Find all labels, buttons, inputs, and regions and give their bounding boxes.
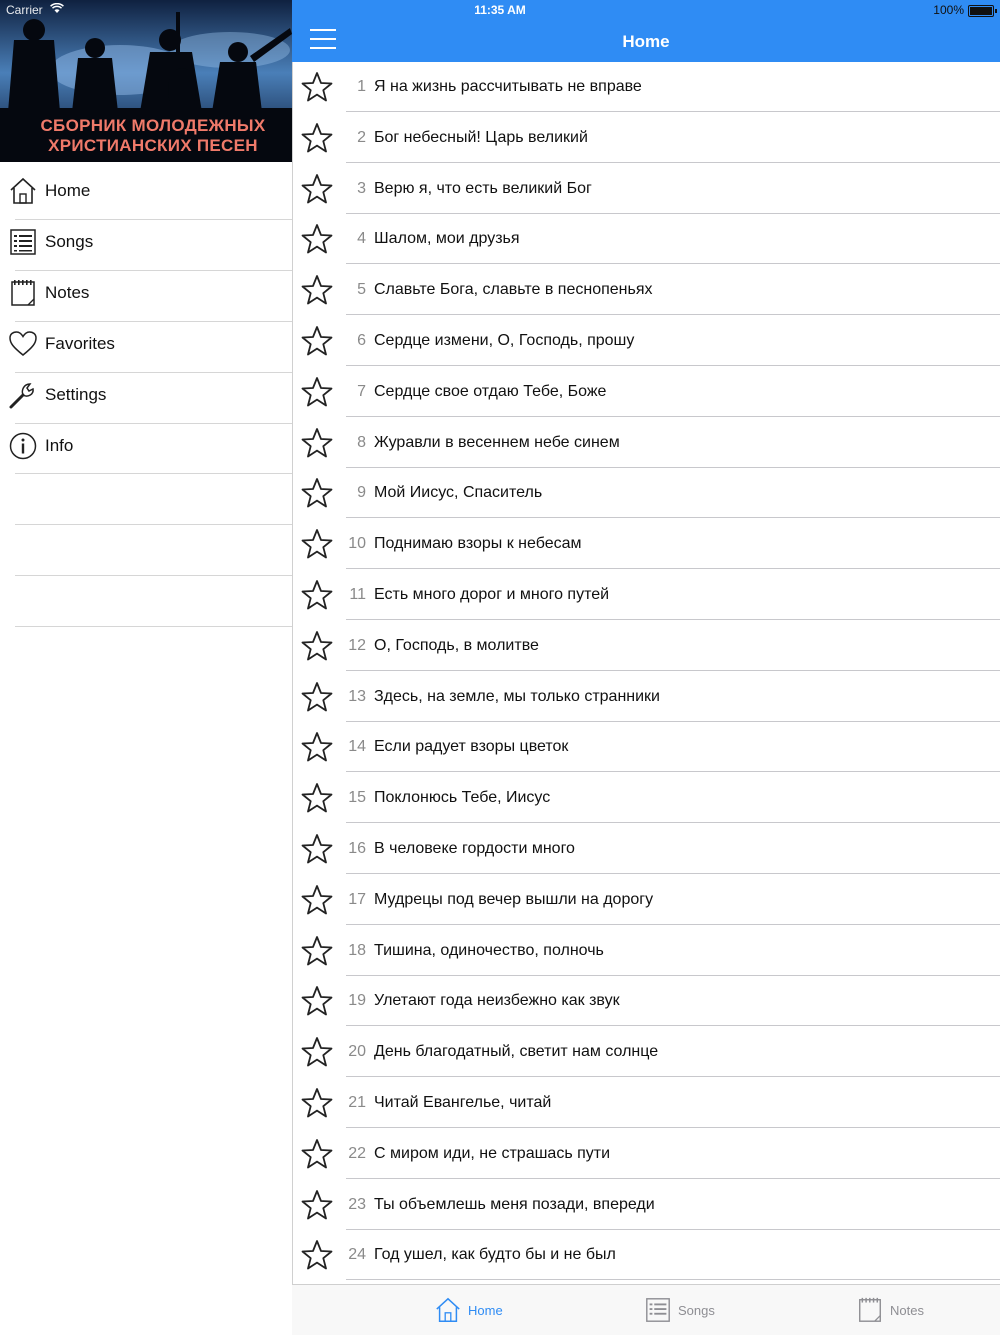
- row-divider: [346, 924, 1000, 925]
- banner-title-line1: СБОРНИК МОЛОДЕЖНЫХ: [40, 116, 266, 135]
- star-icon[interactable]: [300, 121, 334, 155]
- page-title: Home: [622, 32, 670, 51]
- song-number: 11: [349, 586, 366, 603]
- song-number: 13: [348, 688, 366, 705]
- star-icon[interactable]: [300, 1086, 334, 1120]
- row-divider: [346, 365, 1000, 366]
- sidebar-item-favorites[interactable]: [0, 318, 292, 369]
- row-divider: [346, 1025, 1000, 1026]
- sidebar-item-notes[interactable]: [0, 267, 292, 318]
- list-item[interactable]: [292, 875, 1000, 925]
- star-icon[interactable]: [300, 1238, 334, 1272]
- song-title: Год ушел, как будто бы и не был: [374, 1246, 616, 1263]
- list-item[interactable]: [292, 672, 1000, 722]
- tab-songs[interactable]: [644, 1285, 715, 1335]
- row-divider: [346, 873, 1000, 874]
- song-number: 24: [348, 1246, 366, 1263]
- song-number: 3: [357, 180, 366, 197]
- song-number: 1: [357, 78, 366, 95]
- song-title: Сердце свое отдаю Тебе, Боже: [374, 383, 607, 400]
- list-item[interactable]: [292, 621, 1000, 671]
- star-icon[interactable]: [300, 629, 334, 663]
- star-icon[interactable]: [300, 832, 334, 866]
- song-title: Сердце измени, О, Господь, прошу: [374, 332, 635, 349]
- star-icon[interactable]: [300, 1035, 334, 1069]
- list-icon: [8, 227, 38, 257]
- list-item[interactable]: [292, 62, 1000, 112]
- song-number: 4: [357, 230, 366, 247]
- sidebar-banner: [0, 0, 292, 162]
- song-number: 18: [348, 942, 366, 959]
- song-title: Тишина, одиночество, полночь: [374, 942, 604, 959]
- row-divider: [346, 670, 1000, 671]
- song-number: 2: [357, 129, 366, 146]
- sidebar-item-home[interactable]: [0, 165, 292, 216]
- star-icon[interactable]: [300, 1188, 334, 1222]
- carrier-label: Carrier: [6, 3, 43, 17]
- star-icon[interactable]: [300, 324, 334, 358]
- song-number: 12: [348, 637, 366, 654]
- sidebar-item-settings[interactable]: [0, 369, 292, 420]
- song-number: 10: [348, 535, 366, 552]
- row-divider: [346, 416, 1000, 417]
- status-time: 11:35 AM: [474, 3, 526, 17]
- status-bar: [0, 0, 1000, 20]
- star-icon[interactable]: [300, 680, 334, 714]
- heart-icon: [8, 329, 38, 359]
- star-icon[interactable]: [300, 883, 334, 917]
- tab-label: Home: [468, 1302, 503, 1318]
- list-item[interactable]: [292, 1078, 1000, 1128]
- song-number: 22: [348, 1145, 366, 1162]
- song-title: Читай Евангелье, читай: [374, 1094, 552, 1111]
- row-divider: [346, 1127, 1000, 1128]
- sidebar: [0, 0, 293, 1334]
- list-item[interactable]: [292, 824, 1000, 874]
- home-icon: [8, 176, 38, 206]
- list-item[interactable]: [292, 773, 1000, 823]
- list-item[interactable]: [292, 316, 1000, 366]
- battery-icon: [968, 5, 994, 17]
- battery-percent: 100%: [933, 3, 964, 17]
- banner-title-line2: ХРИСТИАНСКИХ ПЕСЕН: [48, 136, 258, 155]
- song-number: 19: [348, 992, 366, 1009]
- info-icon: [8, 431, 38, 461]
- song-number: 17: [348, 891, 366, 908]
- sidebar-item-info[interactable]: [0, 420, 292, 471]
- row-divider: [346, 517, 1000, 518]
- song-title: О, Господь, в молитве: [374, 637, 539, 654]
- song-number: 9: [357, 484, 366, 501]
- song-title: Я на жизнь рассчитывать не вправе: [374, 78, 642, 95]
- sidebar-item-label: Favorites: [45, 334, 115, 353]
- song-title: Славьте Бога, славьте в песнопеньях: [374, 281, 653, 298]
- song-list[interactable]: [292, 62, 1000, 1284]
- star-icon[interactable]: [300, 730, 334, 764]
- list-item[interactable]: [292, 570, 1000, 620]
- list-item[interactable]: [292, 1230, 1000, 1280]
- tab-bar: [292, 1284, 1000, 1335]
- divider: [15, 626, 292, 627]
- sidebar-item-label: Home: [45, 181, 91, 200]
- row-divider: [346, 619, 1000, 620]
- list-item[interactable]: [292, 1129, 1000, 1179]
- row-divider: [346, 111, 1000, 112]
- sidebar-item-label: Settings: [45, 385, 107, 404]
- song-title: Бог небесный! Царь великий: [374, 129, 588, 146]
- song-title: Улетают года неизбежно как звук: [374, 992, 620, 1009]
- banner-title: [0, 116, 292, 156]
- list-item[interactable]: [292, 1180, 1000, 1230]
- song-title: Поднимаю взоры к небесам: [374, 535, 582, 552]
- star-icon[interactable]: [300, 222, 334, 256]
- sidebar-item-label: Notes: [45, 283, 90, 302]
- star-icon[interactable]: [300, 984, 334, 1018]
- star-icon[interactable]: [300, 527, 334, 561]
- song-title: Есть много дорог и много путей: [374, 586, 610, 603]
- row-divider: [346, 162, 1000, 163]
- song-number: 16: [348, 840, 366, 857]
- divider: [15, 575, 292, 576]
- song-title: Мой Иисус, Спаситель: [374, 484, 543, 501]
- list-item[interactable]: [292, 214, 1000, 264]
- star-icon[interactable]: [300, 578, 334, 612]
- song-title: Ты объемлешь меня позади, впереди: [374, 1196, 655, 1213]
- row-divider: [346, 1178, 1000, 1179]
- song-number: 23: [348, 1196, 366, 1213]
- song-number: 8: [357, 434, 366, 451]
- list-item[interactable]: [292, 113, 1000, 163]
- divider: [15, 473, 292, 474]
- row-divider: [346, 822, 1000, 823]
- song-title: Шалом, мои друзья: [374, 230, 520, 247]
- tab-label: Notes: [890, 1302, 924, 1318]
- list-item[interactable]: [292, 1027, 1000, 1077]
- list-item[interactable]: [292, 265, 1000, 315]
- song-title: День благодатный, светит нам солнце: [374, 1043, 659, 1060]
- row-divider: [346, 568, 1000, 569]
- star-icon[interactable]: [300, 70, 334, 104]
- sidebar-item-songs[interactable]: [0, 216, 292, 267]
- star-icon[interactable]: [300, 375, 334, 409]
- tab-label: Songs: [678, 1302, 715, 1318]
- song-number: 7: [357, 383, 366, 400]
- list-item[interactable]: [292, 418, 1000, 468]
- row-divider: [346, 1279, 1000, 1280]
- list-item[interactable]: [292, 519, 1000, 569]
- sidebar-item-label: Info: [45, 436, 74, 455]
- list-item[interactable]: [292, 976, 1000, 1026]
- song-title: С миром иди, не страшась пути: [374, 1145, 611, 1162]
- row-divider: [346, 771, 1000, 772]
- song-number: 5: [357, 281, 366, 298]
- song-title: Если радует взоры цветок: [374, 738, 569, 755]
- song-number: 20: [348, 1043, 366, 1060]
- star-icon[interactable]: [300, 172, 334, 206]
- song-title: Здесь, на земле, мы только странники: [374, 688, 660, 705]
- wrench-icon: [8, 380, 38, 410]
- tab-notes[interactable]: [856, 1285, 924, 1335]
- song-title: Мудрецы под вечер вышли на дорогу: [374, 891, 654, 908]
- star-icon[interactable]: [300, 476, 334, 510]
- list-item[interactable]: [292, 164, 1000, 214]
- star-icon[interactable]: [300, 273, 334, 307]
- list-item[interactable]: [292, 926, 1000, 976]
- list-item[interactable]: [292, 367, 1000, 417]
- row-divider: [346, 314, 1000, 315]
- home-icon: [434, 1296, 462, 1324]
- notepad-icon: [8, 278, 38, 308]
- star-icon[interactable]: [300, 934, 334, 968]
- tab-home[interactable]: [434, 1285, 503, 1335]
- divider: [15, 524, 292, 525]
- list-item[interactable]: [292, 468, 1000, 518]
- notepad-icon: [856, 1296, 884, 1324]
- row-divider: [346, 263, 1000, 264]
- song-title: В человеке гордости много: [374, 840, 575, 857]
- list-icon: [644, 1296, 672, 1324]
- song-title: Верю я, что есть великий Бог: [374, 180, 592, 197]
- row-divider: [346, 1076, 1000, 1077]
- list-item[interactable]: [292, 722, 1000, 772]
- song-title: Поклонюсь Тебе, Иисус: [374, 789, 551, 806]
- star-icon[interactable]: [300, 1137, 334, 1171]
- star-icon[interactable]: [300, 781, 334, 815]
- star-icon[interactable]: [300, 426, 334, 460]
- song-number: 14: [348, 738, 366, 755]
- song-number: 15: [348, 789, 366, 806]
- sidebar-item-label: Songs: [45, 232, 94, 251]
- song-number: 21: [348, 1094, 366, 1111]
- song-number: 6: [357, 332, 366, 349]
- song-title: Журавли в весеннем небе синем: [374, 434, 620, 451]
